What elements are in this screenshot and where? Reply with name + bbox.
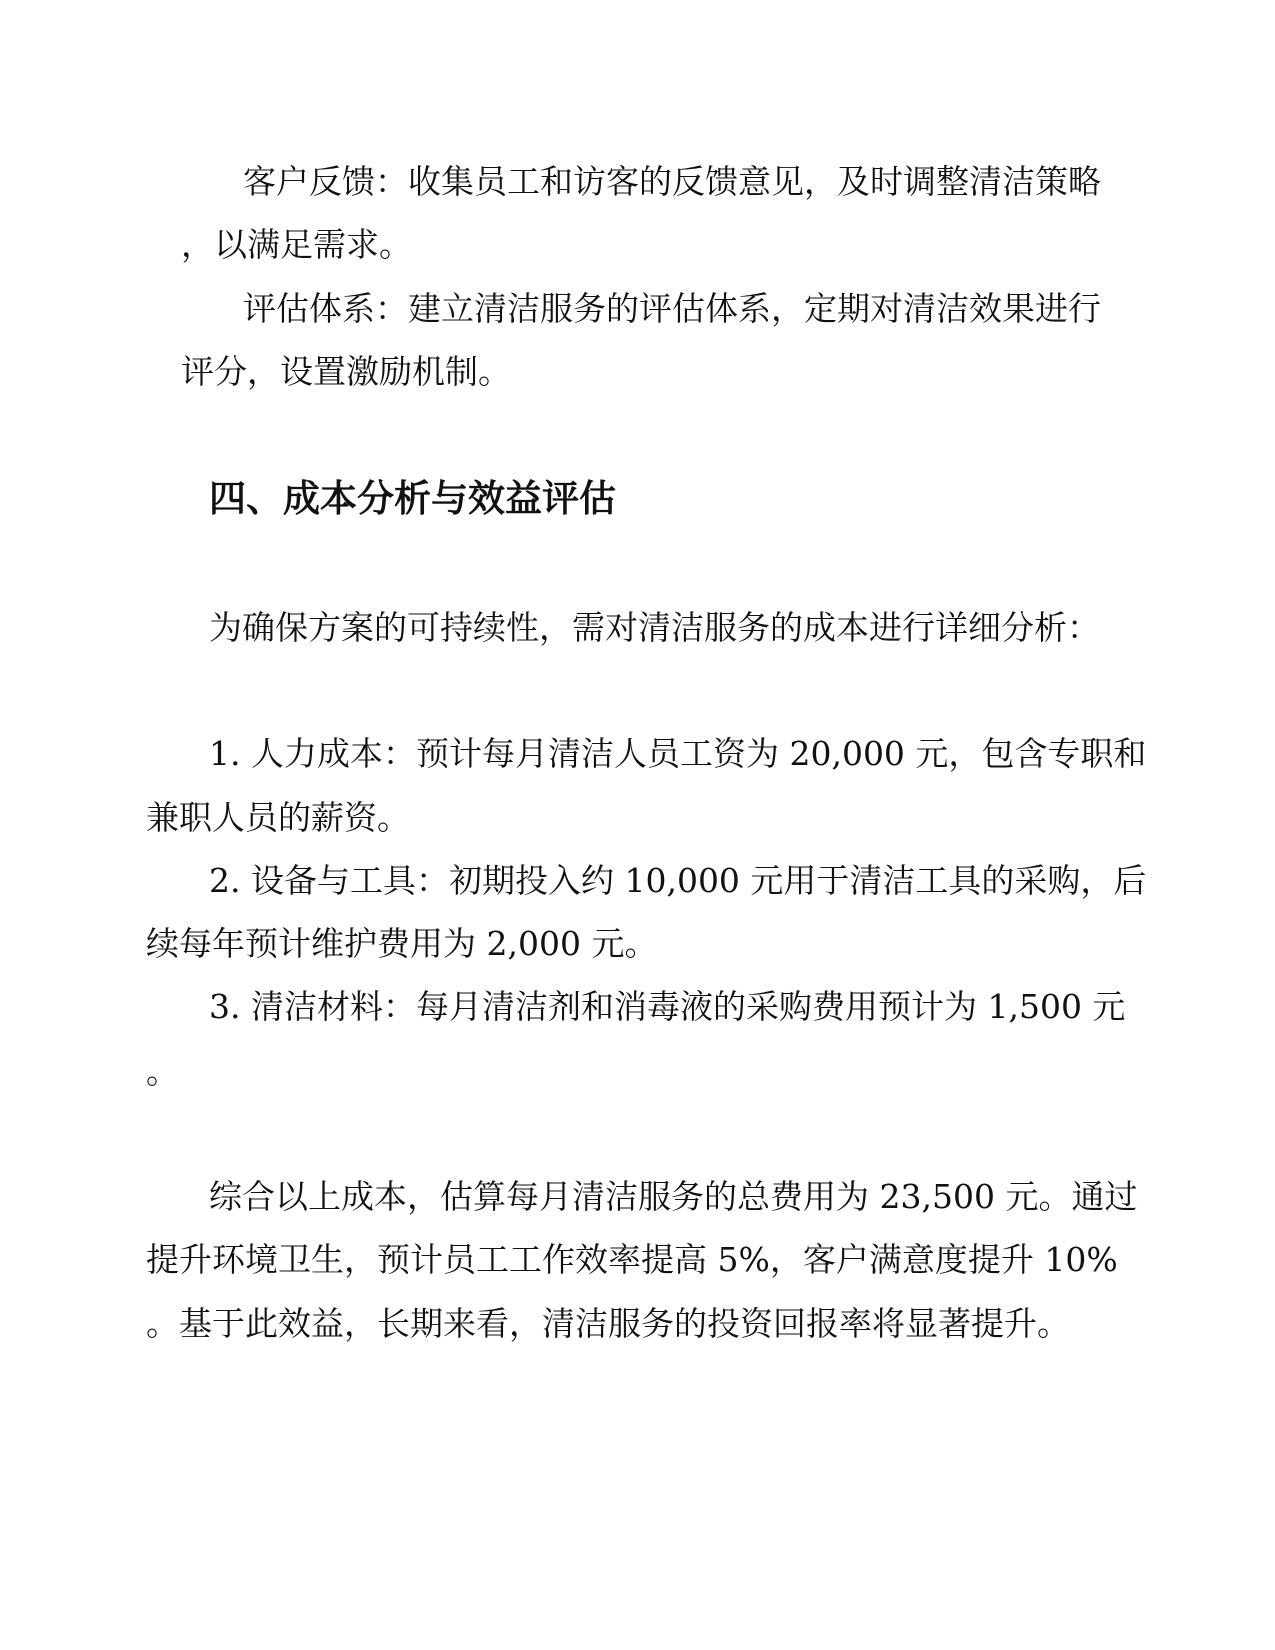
summary-line-3: 。基于此效益，长期来看，清洁服务的投资回报率将显著提升。 <box>146 1304 1070 1343</box>
list-item-2-line-2: 续每年预计维护费用为 2,000 元。 <box>146 924 658 963</box>
evaluation-paragraph-line-1: 评估体系：建立清洁服务的评估体系，定期对清洁效果进行 <box>243 289 1101 328</box>
summary-line-2: 提升环境卫生，预计员工工作效率提高 5%，客户满意度提升 10% <box>146 1240 1118 1279</box>
feedback-paragraph-line-2: ，以满足需求。 <box>181 225 412 264</box>
summary-line-1: 综合以上成本，估算每月清洁服务的总费用为 23,500 元。通过 <box>209 1177 1138 1216</box>
list-item-1-line-1: 1. 人力成本：预计每月清洁人员工资为 20,000 元，包含专职和 <box>209 734 1147 773</box>
section-intro: 为确保方案的可持续性，需对清洁服务的成本进行详细分析： <box>209 608 1100 647</box>
list-item-3-line-2: 。 <box>146 1052 179 1091</box>
list-item-2-line-1: 2. 设备与工具：初期投入约 10,000 元用于清洁工具的采购，后 <box>209 861 1147 900</box>
list-item-3-line-1: 3. 清洁材料：每月清洁剂和消毒液的采购费用预计为 1,500 元 <box>209 987 1126 1026</box>
evaluation-paragraph-line-2: 评分，设置激励机制。 <box>181 352 511 391</box>
section-heading: 四、成本分析与效益评估 <box>209 477 616 520</box>
list-item-1-line-2: 兼职人员的薪资。 <box>146 798 410 837</box>
feedback-paragraph-line-1: 客户反馈：收集员工和访客的反馈意见，及时调整清洁策略 <box>243 162 1101 201</box>
